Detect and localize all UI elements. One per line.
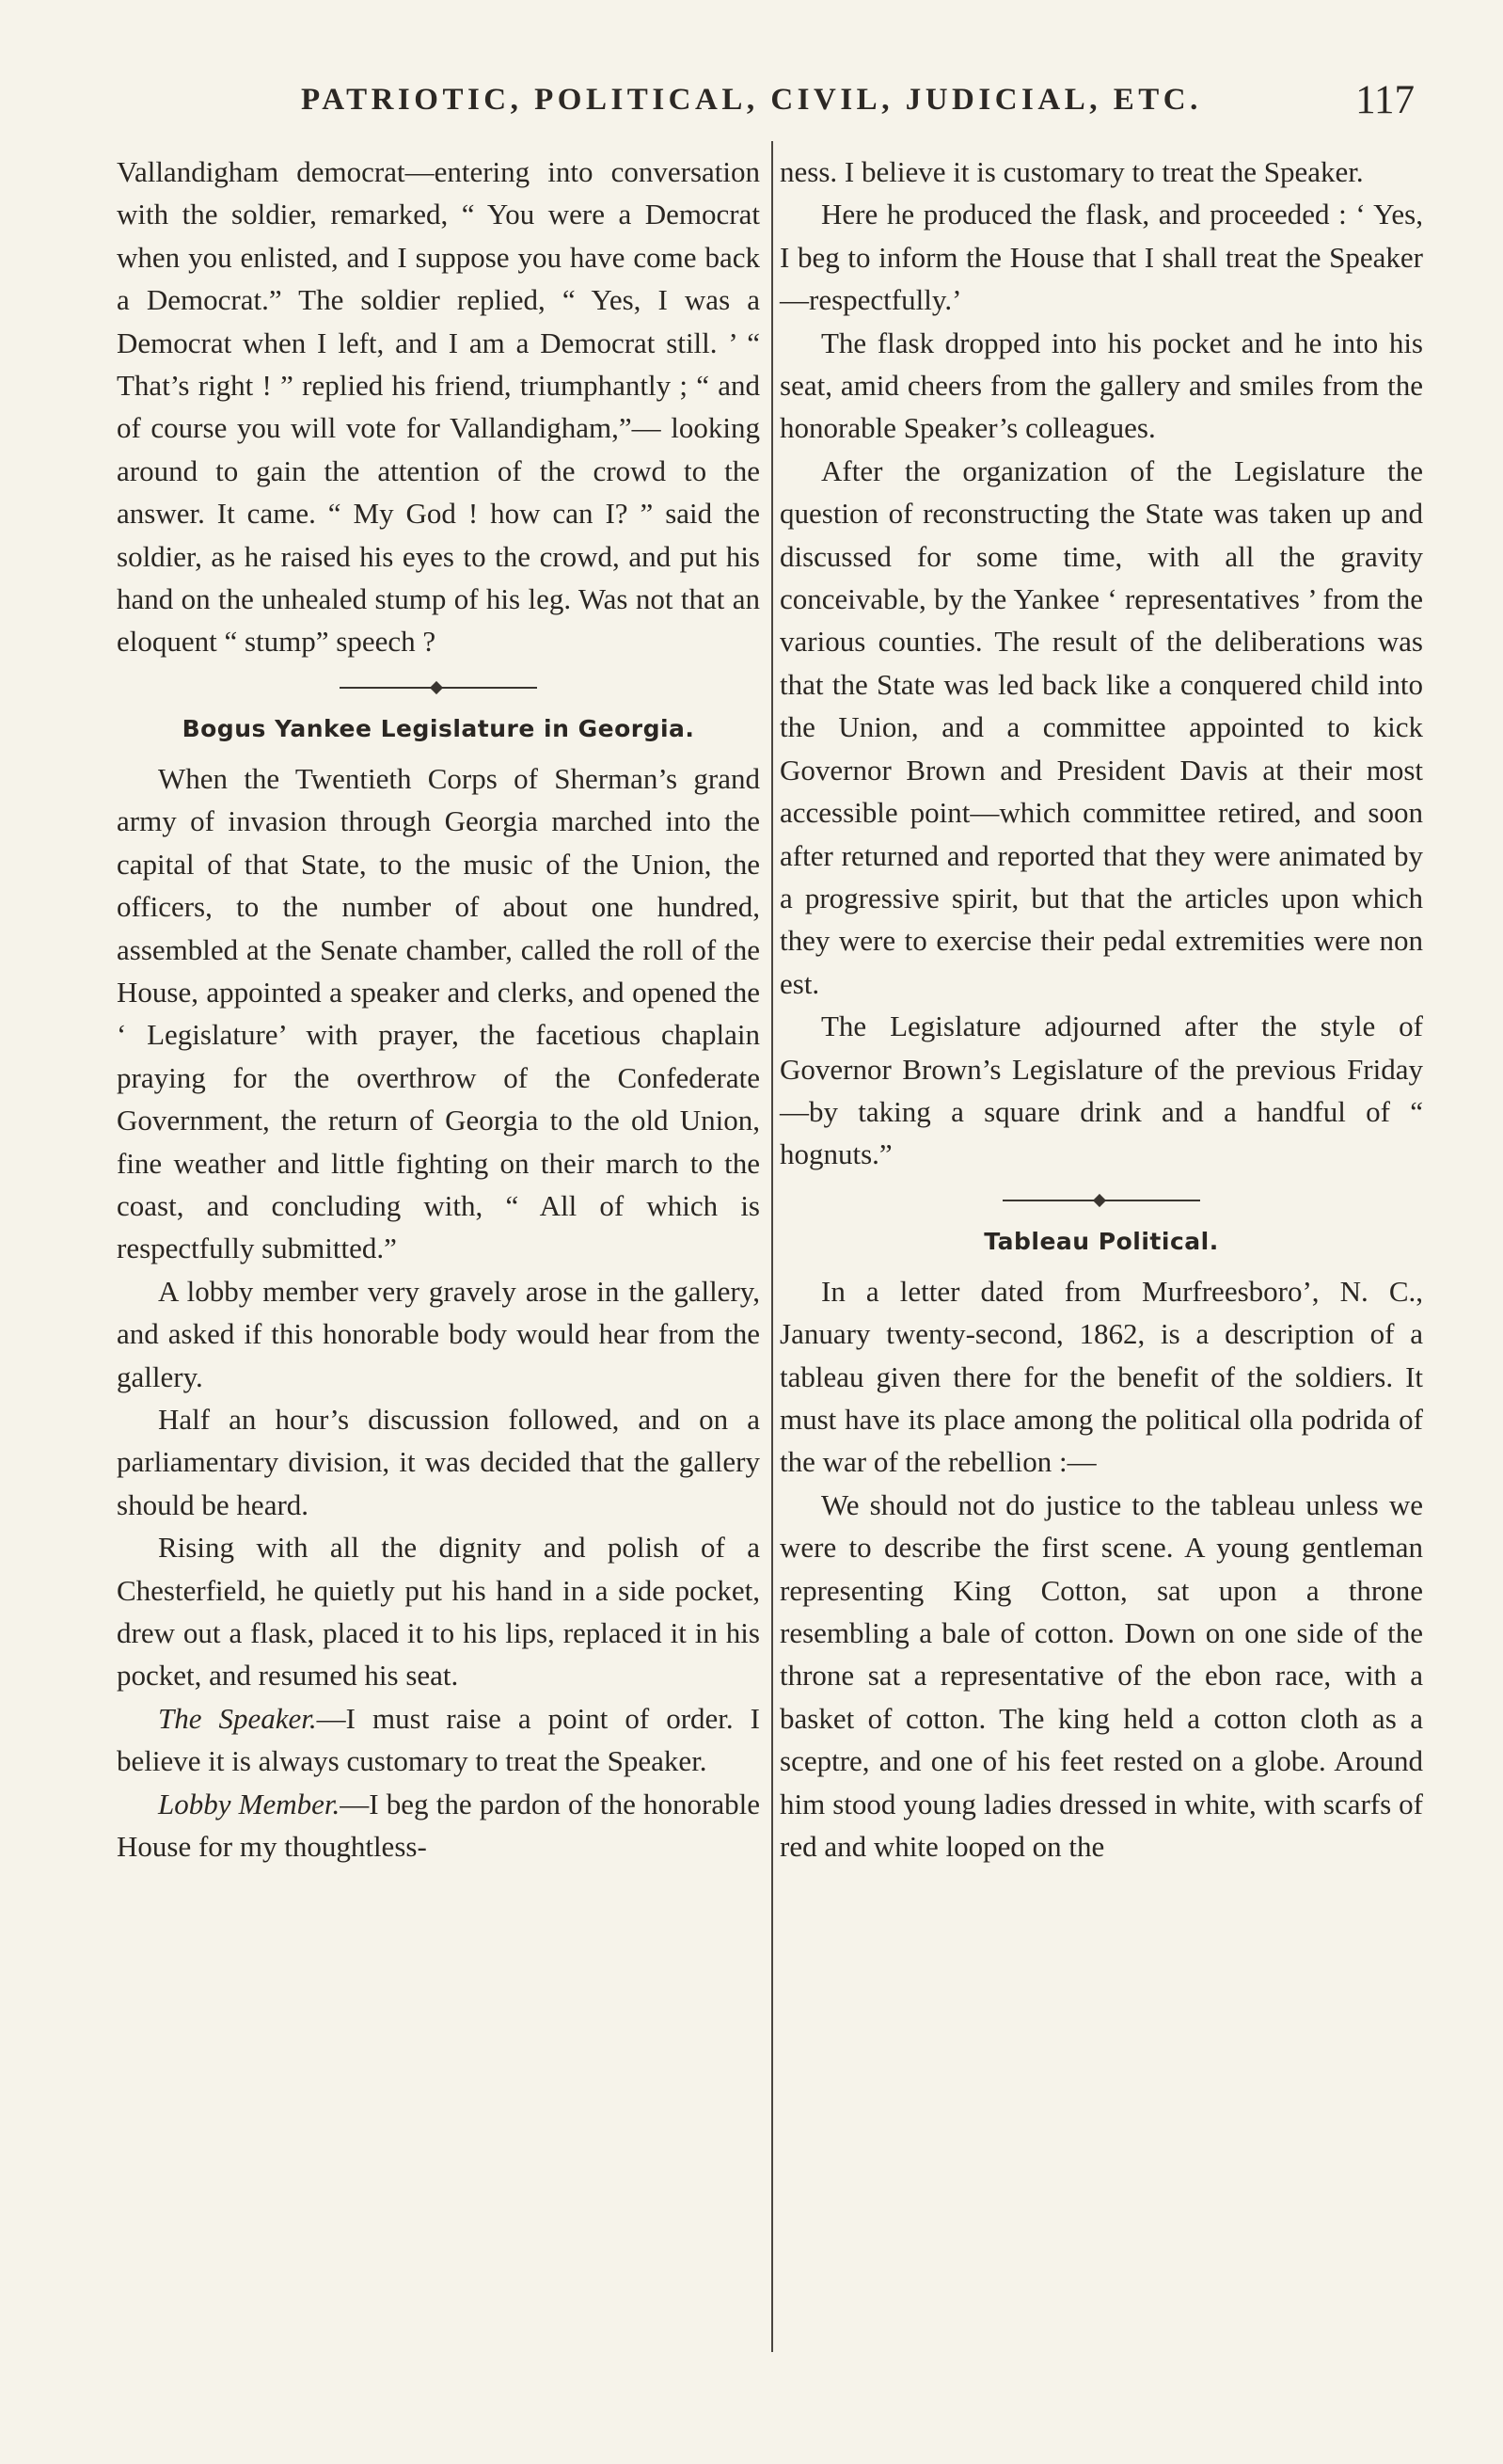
paragraph: Vallandigham democrat—entering into conversation with the soldier, remarked, “ You were a Democrat when you enlisted, and I suppose you have come back a Democrat.” The soldier replied, “ Yes, I was a Democrat when I left, and I am a Democrat still. ’ “ That’s right ! ” replied his friend, triumphantly ; “ and of course you will vote for Vallandigham,”— looking around to gain the attention of the crowd to the answer. It came. “ My God ! how can I? ” said the soldier, as he raised his eyes to the crowd, and put his hand on the unhealed stump of his leg. Was not that an eloquent “ stump” speech ?: [117, 155, 760, 659]
section-separator: [1003, 1195, 1200, 1206]
left-column: [117, 151, 760, 1868]
paragraph: When the Twentieth Corps of Sherman’s grand army of invasion through Georgia marched into the capital of that State, to the music of the Union, the officers, to the number of about one hundred, assembled at the Senate chamber, called the roll of the House, appointed a speaker and clerks, and opened the ‘ Legislature’ with prayer, the facetious chaplain praying for the overthrow of the Confederate Government, the return of Georgia to the old Union, fine weather and little fighting on their march to the coast, and concluding with, “ All of which is respectfully submitted.”: [117, 761, 760, 1265]
section-heading: Bogus Yankee Legislature in Georgia.: [182, 714, 695, 742]
paragraph: A lobby member very gravely arose in the gallery, and asked if this honorable body would hear from the gallery.: [117, 1274, 760, 1393]
dialogue-paragraph: [117, 1783, 760, 1868]
running-head: [113, 77, 1420, 134]
paragraph: Here he produced the flask, and proceeded : ‘ Yes, I beg to inform the House that I shall treat the Speaker—respectfully.’: [780, 198, 1423, 317]
paragraph: ness. I believe it is customary to treat the Speaker.: [780, 155, 1364, 188]
dialogue-paragraph: [117, 1697, 760, 1783]
column-divider: [771, 141, 773, 2352]
speaker-name: Lobby Member.: [158, 1787, 340, 1820]
paragraph: The flask dropped into his pocket and he into his seat, amid cheers from the gallery and smiles from the honorable Speaker’s colleagues.: [780, 326, 1423, 445]
paragraph: Half an hour’s discussion followed, and on a parliamentary division, it was decided that the gallery should be heard.: [117, 1402, 760, 1521]
paragraph: After the organization of the Legislature the question of reconstructing the State was taken up and discussed for some time, with all the gravity conceivable, by the Yankee ‘ representatives ’ from the various counties. The result of the deliberations was that the State was led back like a conquered child into the Union, and a committee appointed to kick Governor Brown and President Davis at their most accessible point—which committee retired, and soon after returned and reported that they were animated by a progressive spirit, but that the articles upon which they were to exercise their pedal extremities were non est.: [780, 453, 1423, 1000]
page-number: 117: [1355, 78, 1415, 122]
speaker-name: The Speaker.: [158, 1701, 317, 1735]
right-column: [780, 151, 1423, 1868]
section-heading: Tableau Political.: [984, 1227, 1219, 1255]
dialogue-text: —I must raise a point of order. I believe it is always customary to treat the Speaker.: [117, 1701, 760, 1778]
running-title: PATRIOTIC, POLITICAL, CIVIL, JUDICIAL, ETC.: [301, 83, 1202, 117]
paragraph: The Legislature adjourned after the style of Governor Brown’s Legislature of the previous Friday—by taking a square drink and a handful of “ hognuts.”: [780, 1009, 1423, 1171]
section-separator: [340, 682, 537, 693]
paragraph: We should not do justice to the tableau unless we were to describe the first scene. A young gentleman representing King Cotton, sat upon a throne resembling a bale of cotton. Down on one side of the throne sat a representative of the ebon race, with a basket of cotton. The king held a cotton cloth as a sceptre, and one of his feet rested on a globe. Around him stood young ladies dressed in white, with scarfs of red and white looped on the: [780, 1487, 1423, 1864]
dialogue-text: —I beg the pardon of the honorable House for my thoughtless-: [117, 1787, 760, 1864]
paragraph: Rising with all the dignity and polish of a Chesterfield, he quietly put his hand in a side pocket, drew out a flask, placed it to his lips, replaced it in his pocket, and resumed his seat.: [117, 1531, 760, 1693]
paragraph: In a letter dated from Murfreesboro’, N. C., January twenty-second, 1862, is a description of a tableau given there for the benefit of the soldiers. It must have its place among the political olla podrida of the war of the rebellion :—: [780, 1274, 1423, 1479]
